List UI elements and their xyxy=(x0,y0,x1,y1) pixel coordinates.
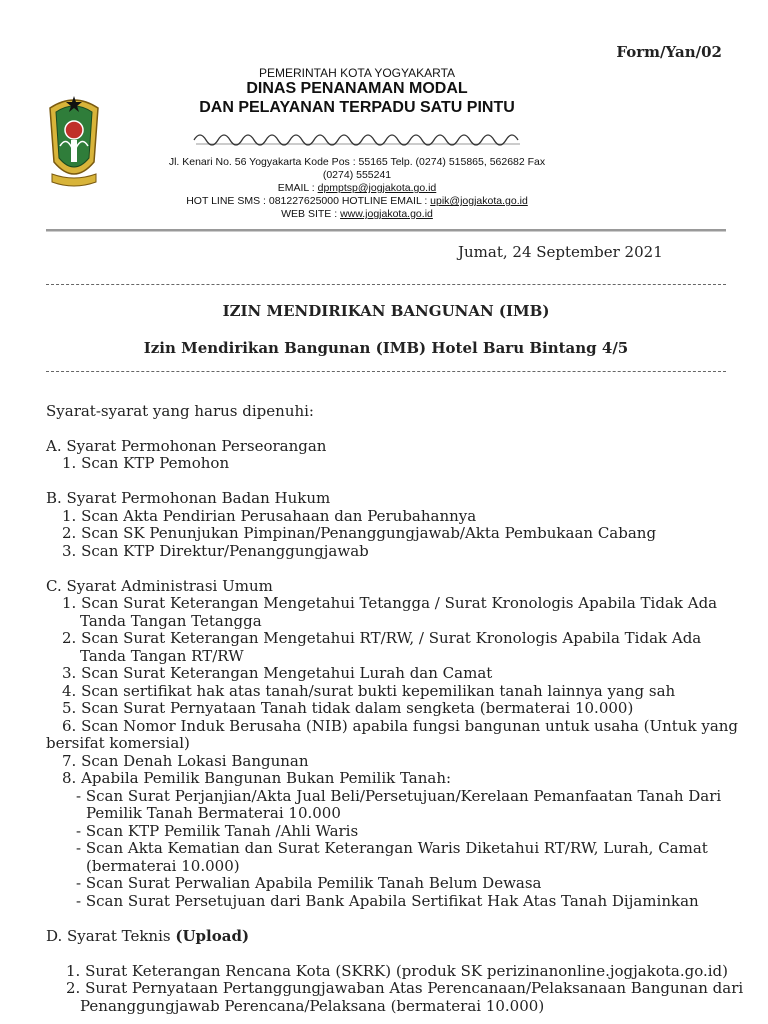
section-c-item: 2. Scan Surat Keterangan Mengetahui RT/RW, / Surat Kronologis Apabila Tidak Ada xyxy=(62,629,702,647)
hotline-label: HOT LINE SMS : 081227625000 HOTLINE EMAIL : xyxy=(186,195,431,207)
section-d-heading-text: D. Syarat Teknis xyxy=(46,926,176,945)
dashed-divider-bottom xyxy=(46,371,726,372)
hotline-email-link[interactable]: upik@jogjakota.go.id xyxy=(430,195,528,207)
section-c-item: 5. Scan Surat Pernyataan Tanah tidak dalam sengketa (bermaterai 10.000) xyxy=(62,699,634,717)
government-name: PEMERINTAH KOTA YOGYAKARTA xyxy=(258,66,456,80)
document-date: Jumat, 24 September 2021 xyxy=(458,243,663,261)
section-b-heading: B. Syarat Permohonan Badan Hukum xyxy=(46,489,331,507)
section-a-item: 1. Scan KTP Pemohon xyxy=(62,454,230,472)
section-c-item-continuation: Tanda Tangan RT/RW xyxy=(80,646,244,665)
form-code: Form/Yan/02 xyxy=(616,43,722,61)
section-c-item-continuation: bersifat komersial) xyxy=(46,734,190,752)
section-c-item: 6. Scan Nomor Induk Berusaha (NIB) apabila fungsi bangunan untuk usaha (Untuk yang xyxy=(62,716,739,735)
section-d-item: 2. Surat Pernyataan Pertanggungjawaban Atas Perencanaan/Pelaksanaan Bangunan dari xyxy=(66,979,744,997)
section-c-item: 3. Scan Surat Keterangan Mengetahui Lurah dan Camat xyxy=(62,664,493,682)
website-label: WEB SITE : xyxy=(281,208,341,220)
agency-name-line2: DAN PELAYANAN TERPADU SATU PINTU xyxy=(199,99,515,116)
website-link[interactable]: www.jogjakota.go.id xyxy=(340,208,433,220)
website-line xyxy=(134,208,580,221)
section-d-heading xyxy=(46,928,736,946)
section-d-item: 1. Surat Keterangan Rencana Kota (SKRK) (produk SK perizinanonline.jogjakota.go.id) xyxy=(66,961,728,980)
address-line2: (0274) 555241 xyxy=(322,169,392,181)
email-link[interactable]: dpmptsp@jogjakota.go.id xyxy=(317,182,437,194)
section-c-subitem: - Scan Surat Perwalian Apabila Pemilik Tanah Belum Dewasa xyxy=(76,874,542,892)
hotline-line xyxy=(134,195,580,208)
section-c-item: 1. Scan Surat Keterangan Mengetahui Tetangga / Surat Kronologis Apabila Tidak Ada xyxy=(62,594,718,612)
agency-name-line1: DINAS PENANAMAN MODAL xyxy=(246,80,468,97)
address-line1: Jl. Kenari No. 56 Yogyakarta Kode Pos : 55165 Telp. (0274) 515865, 562682 Fax xyxy=(168,156,546,168)
email-label: EMAIL : xyxy=(277,182,318,194)
document-title: IZIN MENDIRIKAN BANGUNAN (IMB) xyxy=(222,302,550,320)
intro-text: Syarat-syarat yang harus dipenuhi: xyxy=(46,401,314,420)
header-divider xyxy=(46,229,726,232)
section-d-item-continuation: Penanggungjawab Perencana/Pelaksana (bermaterai 10.000) xyxy=(80,996,545,1015)
section-c-item: 8. Apabila Pemilik Bangunan Bukan Pemilik Tanah: xyxy=(62,769,452,787)
section-c-subitem: - Scan Surat Persetujuan dari Bank Apabila Sertifikat Hak Atas Tanah Dijaminkan xyxy=(76,891,699,910)
email-line xyxy=(134,182,580,195)
section-b-item: 3. Scan KTP Direktur/Penanggungjawab xyxy=(62,541,369,560)
dashed-divider-top xyxy=(46,284,726,285)
requirements-body xyxy=(46,385,744,1015)
contact-block xyxy=(134,156,580,221)
document-subtitle: Izin Mendirikan Bangunan (IMB) Hotel Baru Bintang 4/5 xyxy=(143,339,629,357)
section-d-heading-bold: (Upload) xyxy=(175,926,250,945)
section-c-subitem-continuation: (bermaterai 10.000) xyxy=(86,856,240,875)
section-b-item: 2. Scan SK Penunjukan Pimpinan/Penanggungjawab/Akta Pembukaan Cabang xyxy=(62,524,657,542)
section-c-subitem: - Scan Akta Kematian dan Surat Keterangan Waris Diketahui RT/RW, Lurah, Camat xyxy=(76,839,708,857)
section-c-subitem: - Scan Surat Perjanjian/Akta Jual Beli/Persetujuan/Kerelaan Pemanfaatan Tanah Dari xyxy=(76,786,722,805)
section-c-subitem: - Scan KTP Pemilik Tanah /Ahli Waris xyxy=(76,821,359,840)
section-c-heading: C. Syarat Administrasi Umum xyxy=(46,576,273,595)
section-c-item: 4. Scan sertifikat hak atas tanah/surat bukti kepemilikan tanah lainnya yang sah xyxy=(62,681,676,700)
section-c-item: 7. Scan Denah Lokasi Bangunan xyxy=(62,751,309,770)
section-c-subitem-continuation: Pemilik Tanah Bermaterai 10.000 xyxy=(86,804,341,822)
section-b-item: 1. Scan Akta Pendirian Perusahaan dan Perubahannya xyxy=(62,506,477,525)
section-c-item-continuation: Tanda Tangan Tetangga xyxy=(80,611,262,630)
city-emblem-logo xyxy=(46,90,102,194)
section-a-heading: A. Syarat Permohonan Perseorangan xyxy=(46,436,327,455)
javanese-script-decoration xyxy=(134,122,580,152)
